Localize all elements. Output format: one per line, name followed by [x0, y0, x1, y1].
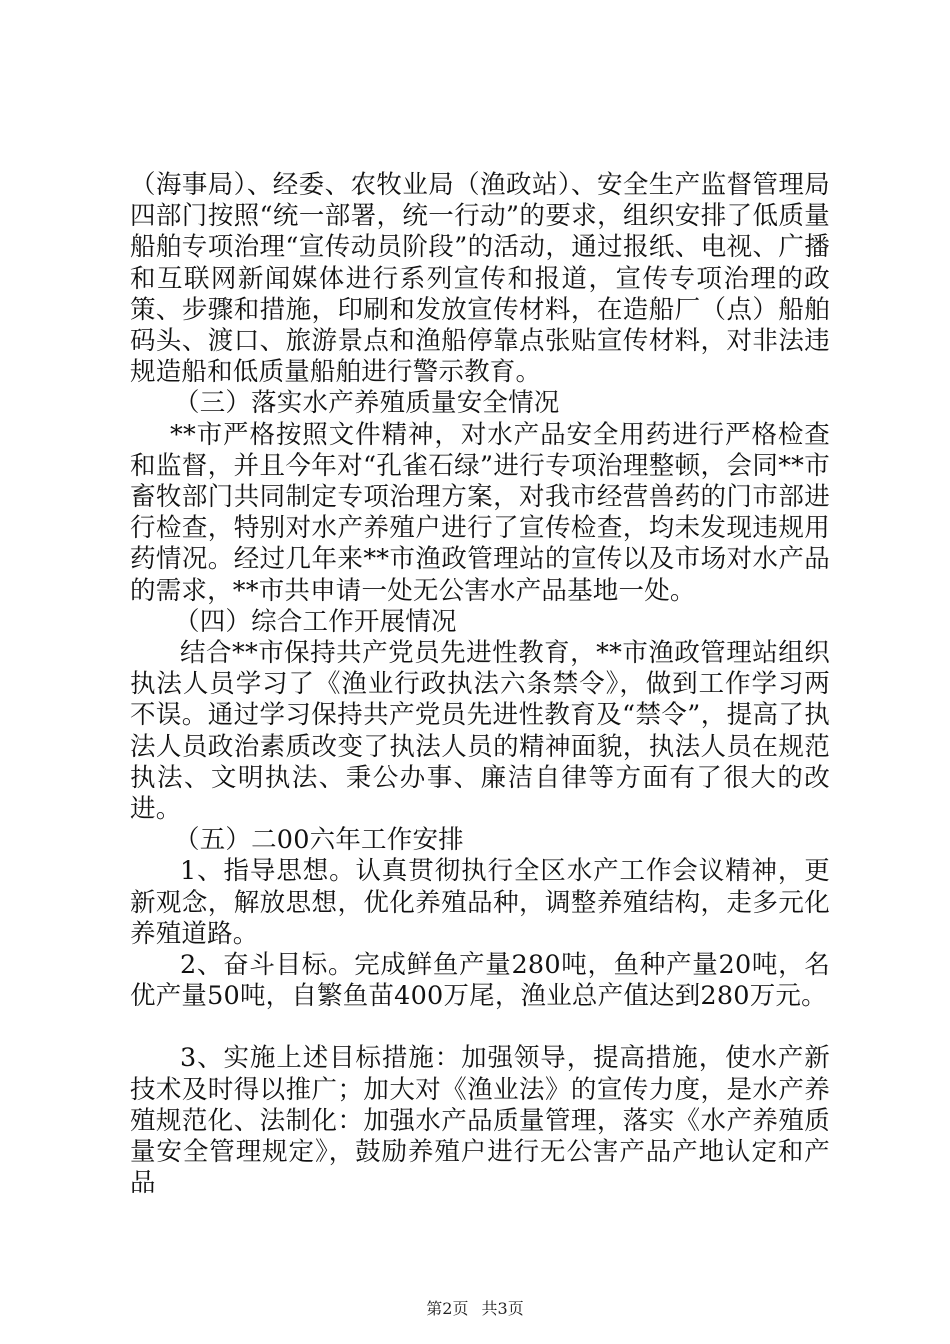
section-heading-3: （三）落实水产养殖质量安全情况 [174, 388, 560, 419]
page-number: 第2页 [426, 1299, 469, 1318]
paragraph-comprehensive-work: 结合**市保持共产党员先进性教育，**市渔政管理站组织执法人员学习了《渔业行政执法六条禁令》，做到工作学习两不误。通过学习保持共产党员先进性教育及“禁令”，提高了执法人员政治素质改变了执法人员的精神面貌，执法人员在规范执法、文明执法、秉公办事、廉洁自律等方面有了很大的改进。 [130, 638, 830, 825]
section-heading-5: （五）二00六年工作安排 [174, 825, 464, 856]
page-footer [0, 1296, 950, 1319]
spacer [130, 1012, 830, 1043]
list-item-goals: 2、奋斗目标。完成鲜鱼产量280吨，鱼种产量20吨，名优产量50吨，自繁鱼苗400万尾，渔业总产值达到280万元。 [130, 950, 830, 1012]
list-item-guiding-ideology: 1、指导思想。认真贯彻执行全区水产工作会议精神，更新观念，解放思想，优化养殖品种，调整养殖结构，走多元化养殖道路。 [130, 856, 830, 949]
list-item-measures: 3、实施上述目标措施：加强领导，提高措施，使水产新技术及时得以推广；加大对《渔业法》的宣传力度，是水产养殖规范化、法制化：加强水产品质量管理，落实《水产养殖质量安全管理规定》，鼓励养殖户进行无公害产品产地认定和产品 [130, 1043, 830, 1199]
section-heading-4: （四）综合工作开展情况 [174, 606, 457, 637]
page-total: 共3页 [481, 1299, 524, 1318]
paragraph-maritime: （海事局）、经委、农牧业局（渔政站）、安全生产监督管理局四部门按照“统一部署，统一行动”的要求，组织安排了低质量船舶专项治理“宣传动员阶段”的活动，通过报纸、电视、广播和互联网新闻媒体进行系列宣传和报道，宣传专项治理的政策、步骤和措施，印刷和发放宣传材料，在造船厂（点）船舶码头、渡口、旅游景点和渔船停靠点张贴宣传材料，对非法违规造船和低质量船舶进行警示教育。 [130, 170, 830, 388]
document-body [130, 170, 830, 1200]
paragraph-aquaculture-safety: **市严格按照文件精神，对水产品安全用药进行严格检查和监督，并且今年对“孔雀石绿”进行专项治理整顿，会同**市畜牧部门共同制定专项治理方案，对我市经营兽药的门市部进行检查，特别对水产养殖户进行了宣传检查，均未发现违规用药情况。经过几年来**市渔政管理站的宣传以及市场对水产品的需求，**市共申请一处无公害水产品基地一处。 [130, 419, 830, 606]
